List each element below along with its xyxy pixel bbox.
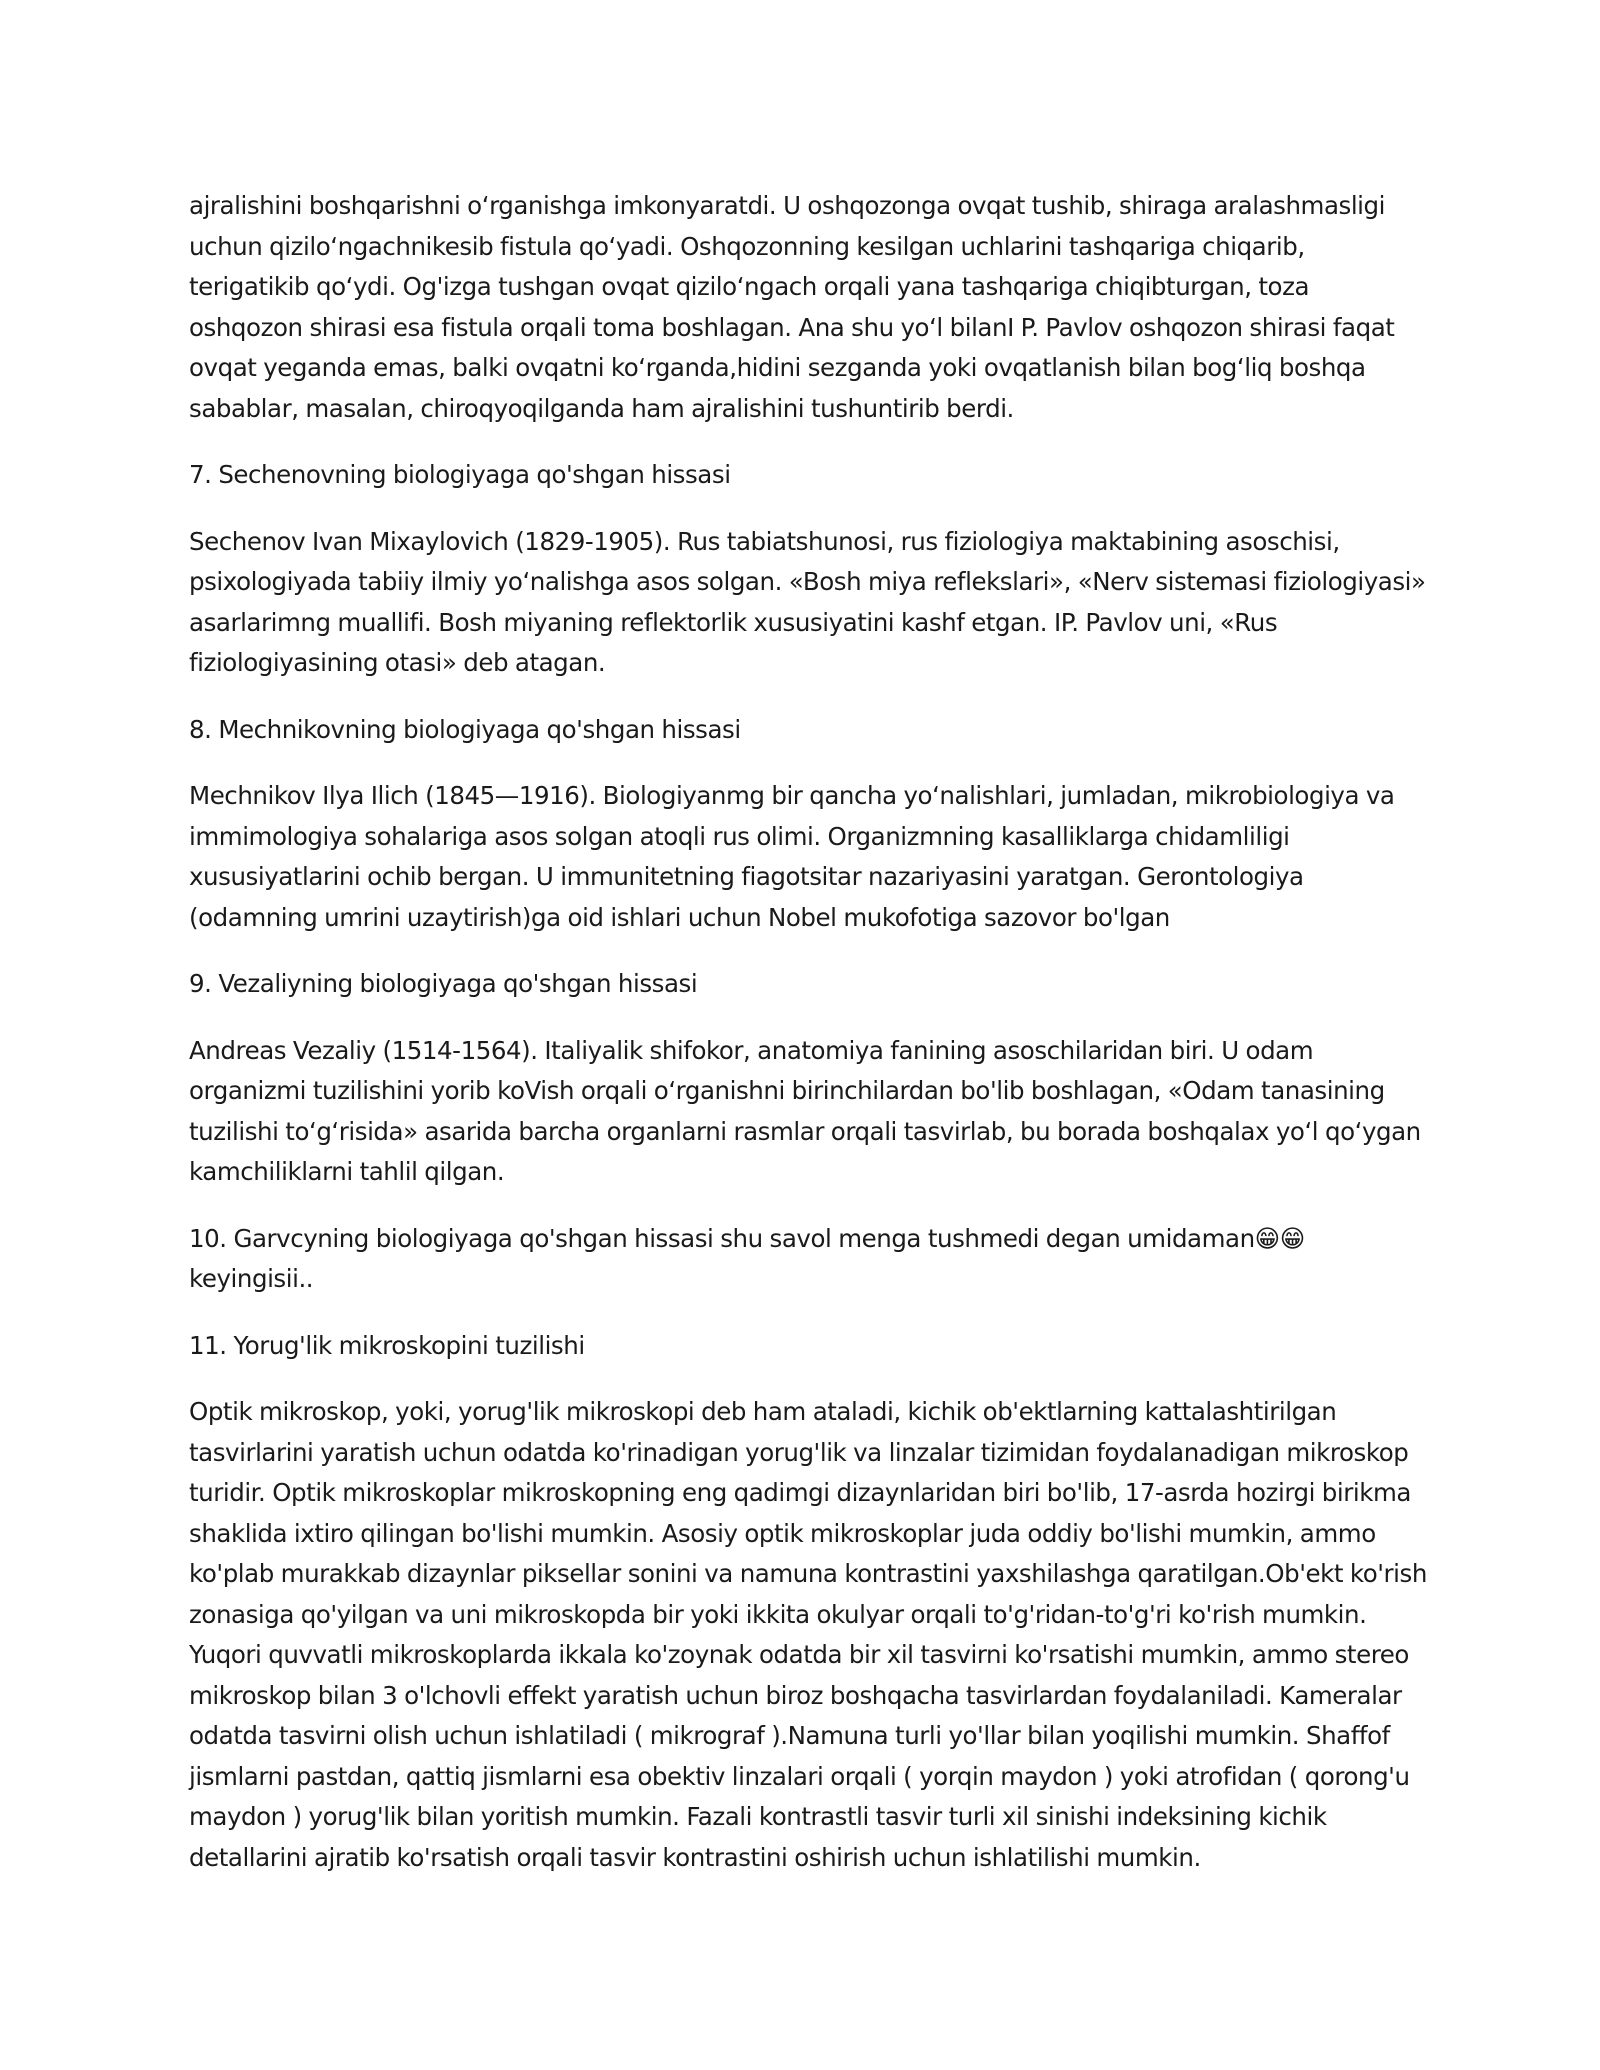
paragraph-vezaliy: Andreas Vezaliy (1514-1564). Italiyalik shifokor, anatomiya fanining asoschilaridan biri. U odam organizmi tuzilishini yorib koVish orqali o‘rganishni birinchilardan bo'lib boshlagan, «Odam tanasining tuzilishi to‘g‘risida» asarida barcha organlarni rasmlar orqali tasvirlab, bu borada boshqalax yo‘l qo‘ygan kamchiliklarni tahlil qilgan. xyxy=(189,1035,1421,1186)
heading-sechenov: 7. Sechenovning biologiyaga qo'shgan hissasi xyxy=(189,460,731,489)
paragraph-sechenov: Sechenov Ivan Mixaylovich (1829-1905). Rus tabiatshunosi, rus fiziologiya maktabining asoschisi, psixologiyada tabiiy ilmiy yo‘nalishga asos solgan. «Bosh miya reflekslari», «Nerv sistemasi fiziologiyasi» asarlarimng muallifi. Bosh miyaning reflektorlik xususiyatini kashf etgan. IP. Pavlov uni, «Rus fiziologiyasining otasi» deb atagan. xyxy=(189,526,1426,677)
paragraph-microscope: Optik mikroskop, yoki, yorug'lik mikroskopi deb ham ataladi, kichik ob'ektlarning kattalashtirilgan tasvirlarini yaratish uchun odatda ko'rinadigan yorug'lik va linzalar tizimidan foydalanadigan mikroskop turidir. Optik mikroskoplar mikroskopning eng qadimgi dizaynlaridan biri bo'lib, 17-asrda hozirgi birikma shaklida ixtiro qilingan bo'lishi mumkin. Asosiy optik mikroskoplar juda oddiy bo'lishi mumkin, ammo ko'plab murakkab dizaynlar piksellar sonini va namuna kontrastini yaxshilashga qaratilgan.Ob'ekt ko'rish zonasiga qo'yilgan va uni mikroskopda bir yoki ikkita okulyar orqali to'g'ridan-to'g'ri ko'rish mumkin. Yuqori quvvatli mikroskoplarda ikkala ko'zoynak odatda bir xil tasvirni ko'rsatishi mumkin, ammo stereo mikroskop bilan 3 o'lchovli effekt yaratish uchun biroz boshqacha tasvirlardan foydalaniladi. Kameralar odatda tasvirni olish uchun ishlatiladi ( mikrograf ).Namuna turli yo'llar bilan yoqilishi mumkin. Shaffof jismlarni pastdan, qattiq jismlarni esa obektiv linzalari orqali ( yorqin maydon ) yoki atrofidan ( qorong'u maydon ) yorug'lik bilan yoritish mumkin. Fazali kontrastli tasvir turli xil sinishi indeksining kichik detallarini ajratib ko'rsatish orqali tasvir kontrastini oshirish uchun ishlatilishi mumkin. xyxy=(189,1397,1427,1872)
paragraph-pavlov-continuation: ajralishini boshqarishni o‘rganishga imkonyaratdi. U oshqozonga ovqat tushib, shiraga aralashmasligi uchun qizilo‘ngachnikesib fistula qo‘yadi. Oshqozonning kesilgan uchlarini tashqariga chiqarib, terigatikib qo‘ydi. Og'izga tushgan ovqat qizilo‘ngach orqali yana tashqariga chiqibturgan, toza oshqozon shirasi esa fistula orqali toma boshlagan. Ana shu yo‘l bilanI P. Pavlov oshqozon shirasi faqat ovqat yeganda emas, balki ovqatni ko‘rganda,hidini sezganda yoki ovqatlanish bilan bog‘liq boshqa sabablar, masalan, chiroqyoqilganda ham ajralishini tushuntirib berdi. xyxy=(189,191,1395,423)
document-page xyxy=(189,186,1429,1904)
heading-vezaliy: 9. Vezaliyning biologiyaga qo'shgan hissasi xyxy=(189,969,698,998)
paragraph-mechnikov: Mechnikov Ilya Ilich (1845—1916). Biologiyanmg bir qancha yo‘nalishlari, jumladan, mikrobiologiya va immimologiya sohalariga asos solgan atoqli rus olimi. Organizmning kasalliklarga chidamliligi xususiyatlarini ochib bergan. U immunitetning fiagotsitar nazariyasini yaratgan. Gerontologiya (odamning umrini uzaytirish)ga oid ishlari uchun Nobel mukofotiga sazovor bo'lgan xyxy=(189,781,1395,932)
heading-microscope: 11. Yorug'lik mikroskopini tuzilishi xyxy=(189,1330,585,1360)
heading-garvey: 10. Garvcyning biologiyaga qo'shgan hissasi shu savol menga tushmedi degan umidaman😁😁 keyingisii.. xyxy=(189,1223,1305,1293)
heading-mechnikov: 8. Mechnikovning biologiyaga qo'shgan hissasi xyxy=(189,714,741,744)
